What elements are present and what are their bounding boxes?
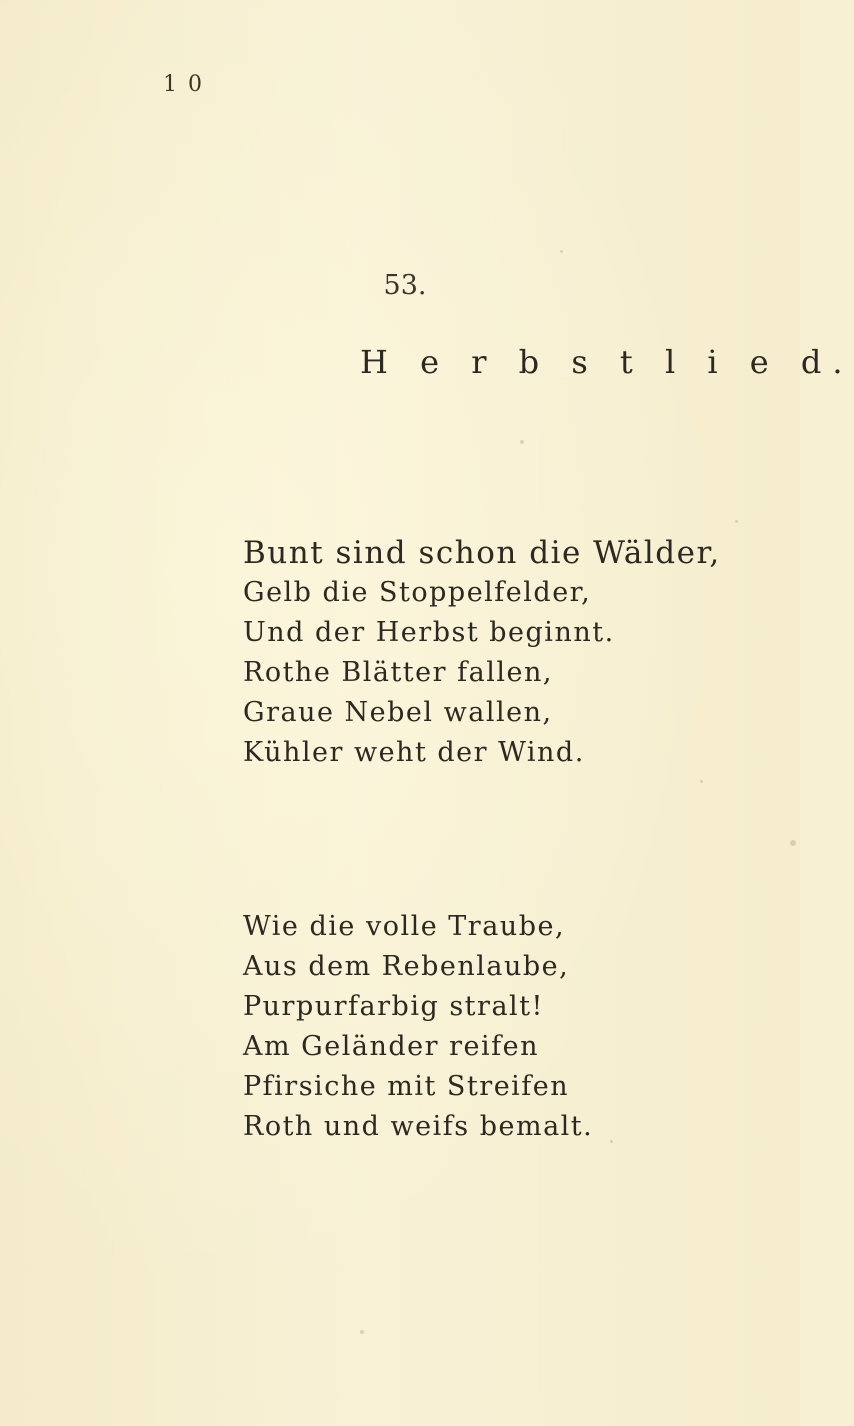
stanza-2 [243, 907, 593, 1147]
poem-title: H e r b s t l i e d. [360, 343, 854, 381]
paper-speck [520, 440, 524, 444]
paper-speck [790, 840, 796, 846]
verse-line: Aus dem Rebenlaube, [243, 951, 570, 982]
verse-line: Bunt sind schon die Wälder, [243, 535, 721, 571]
verse-line: Wie die volle Traube, [243, 911, 566, 942]
verse-line: Graue Nebel wallen, [243, 697, 553, 728]
verse-line: Am Geländer reifen [243, 1031, 539, 1062]
verse-line: Pfirsiche mit Streifen [243, 1071, 570, 1102]
paper-speck [700, 780, 703, 783]
verse-line: Rothe Blätter fallen, [243, 657, 553, 688]
poem-number: 53. [383, 270, 427, 301]
verse-line: Gelb die Stoppelfelder, [243, 577, 592, 608]
verse-line: Purpurfarbig stralt! [243, 991, 544, 1022]
page-number: 1 0 [163, 72, 204, 97]
paper-speck [735, 520, 738, 523]
verse-line: Roth und weifs bemalt. [243, 1111, 594, 1142]
stanza-1 [243, 533, 721, 773]
paper-speck [360, 1330, 364, 1334]
verse-line: Und der Herbst beginnt. [243, 617, 615, 648]
paper-speck [560, 250, 563, 253]
verse-line: Kühler weht der Wind. [243, 737, 585, 768]
paper-speck [610, 1140, 613, 1143]
